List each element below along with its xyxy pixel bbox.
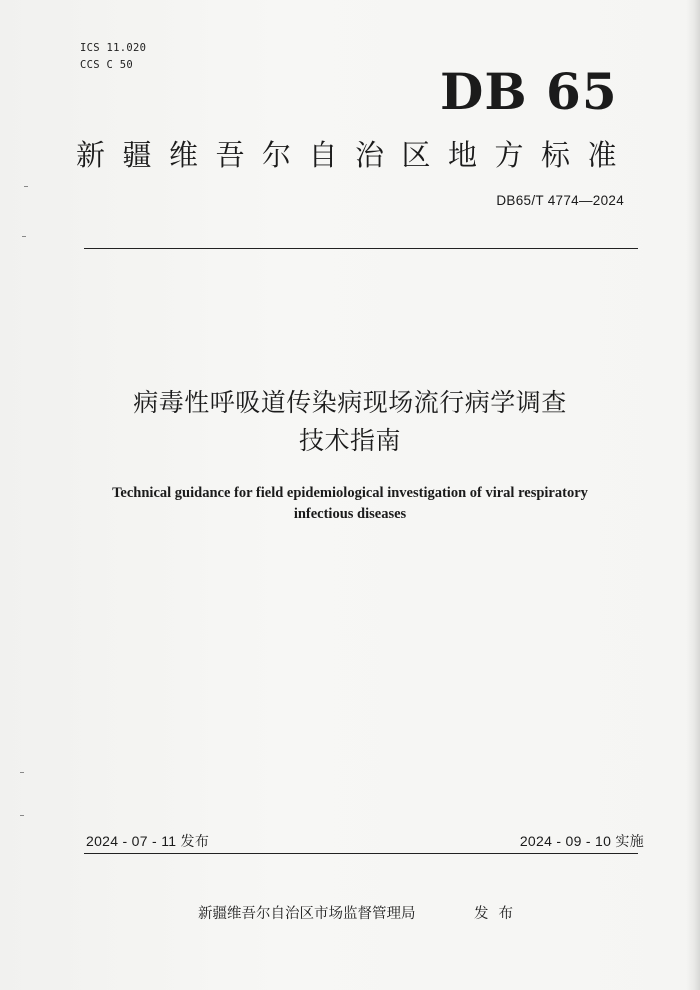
header-divider (84, 248, 638, 249)
title-chinese-line2: 技术指南 (298, 426, 401, 455)
db-logo: DB 65 (440, 62, 618, 121)
organization-title: 新疆维吾尔自治区地方标准 (76, 138, 635, 172)
ccs-code: CCS C 50 (80, 59, 133, 71)
scan-mark (20, 815, 24, 816)
scan-mark (24, 186, 28, 187)
standard-number: DB65/T 4774—2024 (496, 193, 624, 208)
publish-label: 发布 (474, 906, 523, 922)
title-english-line2: infectious diseases (293, 506, 407, 522)
title-english-line1: Technical guidance for field epidemiological investigation of viral respiratory (112, 485, 588, 501)
publisher-name: 新疆维吾尔自治区市场监督管理局 (198, 906, 416, 922)
scan-mark (22, 236, 26, 237)
scan-mark (20, 772, 24, 773)
footer-divider (84, 853, 638, 854)
scan-edge-shadow (686, 0, 700, 990)
implement-date: 2024 - 09 - 10 实施 (519, 833, 644, 849)
issue-date: 2024 - 07 - 11 发布 (86, 833, 210, 849)
title-chinese-line1: 病毒性呼吸道传染病现场流行病学调查 (133, 388, 567, 417)
ics-code: ICS 11.020 (80, 42, 147, 54)
